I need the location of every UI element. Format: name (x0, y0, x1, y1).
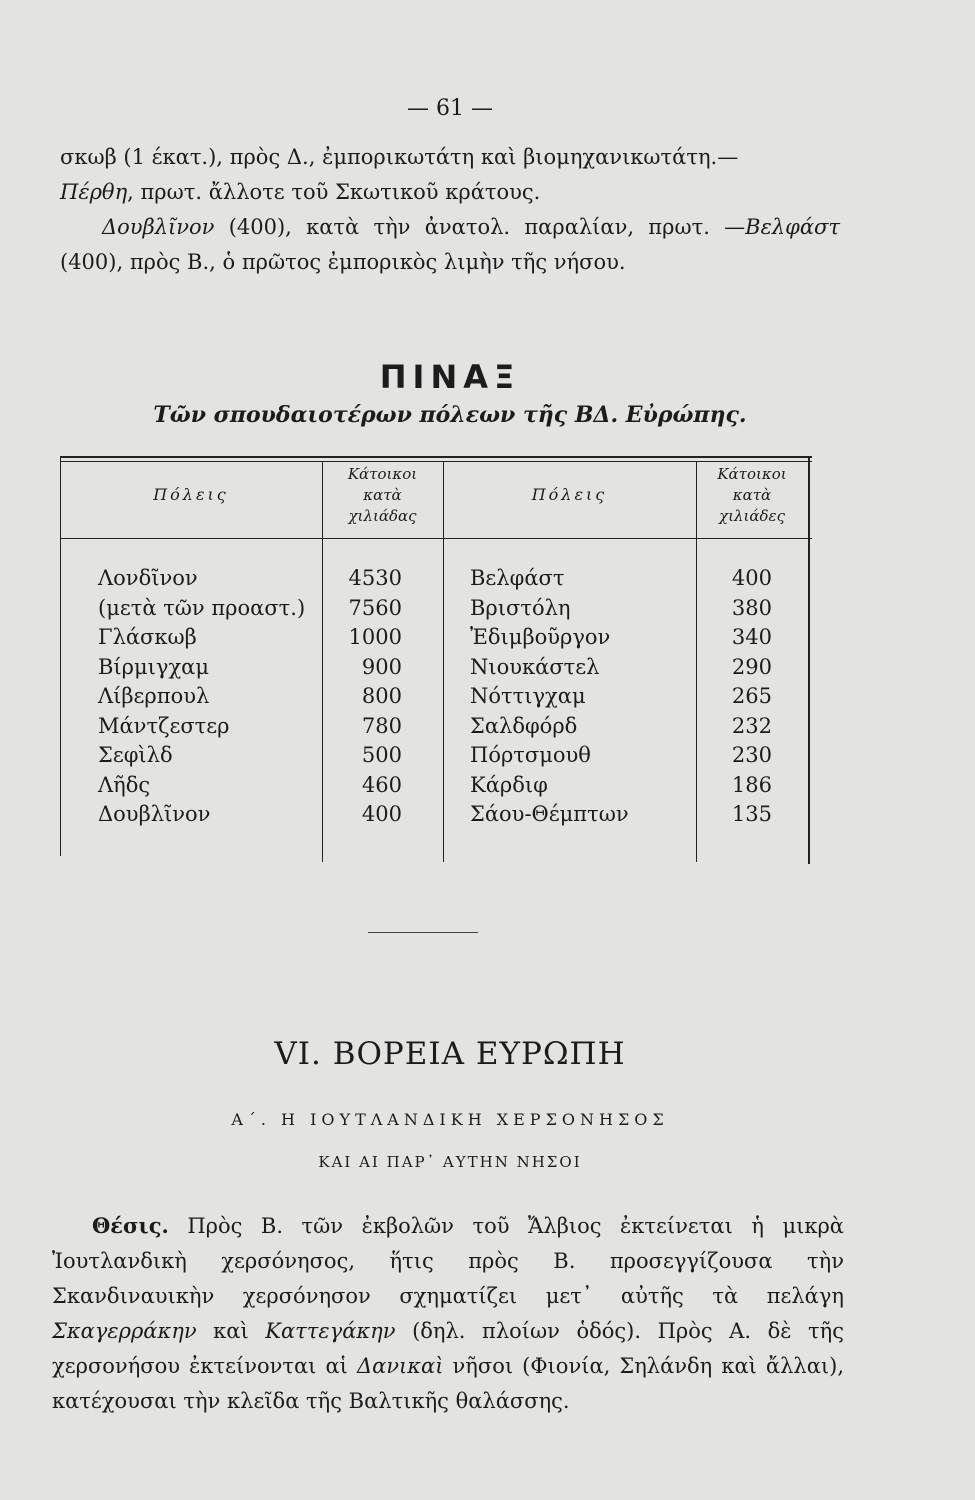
perth-text: , πρωτ. ἄλλοτε τοῦ Σκωτικοῦ κράτους. (127, 180, 541, 204)
table-header-rule (60, 538, 812, 539)
table-cell: 135 (731, 802, 772, 826)
table-cell: Βελφάστ (470, 566, 565, 590)
page-number: — 61 — (407, 96, 493, 121)
header-pop-right-line2: κατὰ (732, 486, 772, 504)
column-population-right (696, 564, 772, 830)
table-title: ΠΙΝΑΞ (379, 358, 521, 396)
table-top-rule (60, 456, 812, 458)
table-cell: 290 (731, 654, 772, 679)
intro-dublin (60, 210, 840, 280)
belfast-name: Βελφάστ (745, 215, 840, 239)
table-cell: 186 (731, 772, 772, 797)
header-pop-right-line3: χιλιάδες (719, 507, 785, 525)
header-population-left (322, 464, 443, 527)
intro-line-1: σκωβ (1 έκατ.), πρὸς Δ., ἐμπορικωτάτη καὶ βιομηχανικωτάτη.— (60, 145, 739, 169)
table-cell: Λῆδς (98, 772, 151, 797)
table-cell: 400 (731, 566, 772, 590)
table-subtitle: Τῶν σπουδαιοτέρων πόλεων τῆς ΒΔ. Εὐρώπης. (153, 402, 747, 428)
chapter-title: Α΄. Η ΙΟΥΤΛΑΝΔΙΚΗ ΧΕΡΣΟΝΗΣΟΣ (231, 1110, 669, 1129)
body-text-2: καὶ (196, 1319, 266, 1343)
table-cell: Κάρδιφ (470, 772, 548, 797)
table-cell: 500 (361, 743, 402, 767)
population-table (60, 456, 812, 864)
table-cell: 265 (731, 684, 772, 708)
table-cell: 1000 (348, 625, 402, 649)
dublin-name: Δουβλῖνον (102, 215, 215, 239)
table-cell: 780 (361, 713, 402, 738)
header-pop-left-line1: Κάτοικοι (347, 465, 418, 483)
column-cities-left (98, 564, 320, 830)
table-cell: 230 (731, 743, 772, 767)
dublin-text: (400), κατὰ τὴν ἀνατολ. παραλίαν, πρωτ. — (214, 215, 746, 239)
header-cities-left: Πόλεις (153, 485, 229, 504)
header-pop-left-line3: χιλιάδας (348, 507, 417, 525)
table-cell: Λίβερπουλ (98, 684, 210, 708)
table-cell: Σάου-Θέμπτων (470, 802, 629, 826)
table-cell: 800 (361, 684, 402, 708)
table-cell: 232 (731, 713, 772, 738)
table-cell: Νόττιγχαμ (470, 684, 586, 708)
body-text-3: (δηλ. πλοίων ὁδός). Πρὸς Α. δὲ τῆς χερσονήσου ἐκτείνονται αἱ (52, 1319, 845, 1378)
table-cell: 7560 (348, 595, 402, 620)
chapter-subtitle: ΚΑΙ ΑΙ ΠΑΡ᾽ ΑΥΤΗΝ ΝΗΣΟΙ (318, 1153, 582, 1171)
table-top-rule-thin (60, 461, 812, 462)
perth-name: Πέρθη (60, 180, 128, 204)
header-cities-right: Πόλεις (531, 485, 608, 504)
belfast-text: (400), πρὸς Β., ὁ πρῶτος ἐμπορικὸς λιμὴν τῆς νήσου. (60, 250, 626, 274)
body-text-4: νῆσοι (Φιονία, Σηλάνδη καὶ ἄλλαι), κατέχουσαι τὴν κλεῖδα τῆς Βαλτικῆς θαλάσσης. (52, 1354, 844, 1413)
table-cell: 340 (731, 625, 772, 649)
body-paragraph (52, 1208, 844, 1419)
table-cell: 460 (361, 772, 402, 797)
paragraph-lead: Θέσις. (92, 1213, 169, 1238)
table-cell: 400 (361, 802, 402, 826)
kattegat-name: Καττεγάκην (265, 1319, 396, 1343)
header-pop-right-line1: Κάτοικοι (717, 465, 787, 483)
table-cell: Ἐδιμβοῦργον (470, 625, 611, 649)
column-population-left (322, 564, 402, 830)
table-left-border (60, 456, 61, 856)
skagerrak-name: Σκαγερράκην (52, 1319, 197, 1343)
table-cell: Βίρμιγχαμ (98, 654, 209, 679)
header-pop-left-line2: κατὰ (363, 486, 402, 504)
table-right-border (808, 456, 810, 864)
table-cell: 900 (361, 654, 402, 679)
body-text-1: Πρὸς Β. τῶν ἐκβολῶν τοῦ Ἄλβιος ἐκτείνεται ἡ μικρὰ Ἰουτλανδικὴ χερσόνησος, ἥτις πρὸς Β. προσεγγίζουσα τὴν Σκανδιναυικὴν χερσόνησον σχηματίζει μετ᾽ αὐτῆς τὰ πελάγη (52, 1214, 844, 1308)
table-cell: Βριστόλη (470, 595, 571, 620)
table-cell: Λονδῖνον (98, 566, 198, 590)
table-cell: Νιουκάστελ (470, 654, 600, 679)
table-cell: Πόρτσμουθ (470, 743, 591, 767)
table-cell: Σαλδφόρδ (470, 713, 578, 738)
table-column-rule-2 (443, 462, 444, 862)
section-divider (368, 932, 478, 933)
table-cell: Δουβλῖνον (98, 802, 211, 826)
header-population-right (696, 464, 808, 527)
table-cell: (μετὰ τῶν προαστ.) (98, 595, 306, 620)
table-cell: Σεφὶλδ (98, 743, 173, 767)
danish-islands-name: Δανικαὶ (356, 1354, 444, 1378)
column-cities-right (470, 564, 694, 830)
table-cell: 4530 (348, 566, 402, 590)
intro-line-2 (60, 175, 840, 210)
table-cell: Μάντζεστερ (98, 713, 230, 738)
intro-text (60, 140, 840, 280)
table-cell: 380 (731, 595, 772, 620)
section-title: VI. ΒΟΡΕΙΑ ΕΥΡΩΠΗ (274, 1036, 626, 1072)
table-cell: Γλάσκωβ (98, 625, 197, 649)
